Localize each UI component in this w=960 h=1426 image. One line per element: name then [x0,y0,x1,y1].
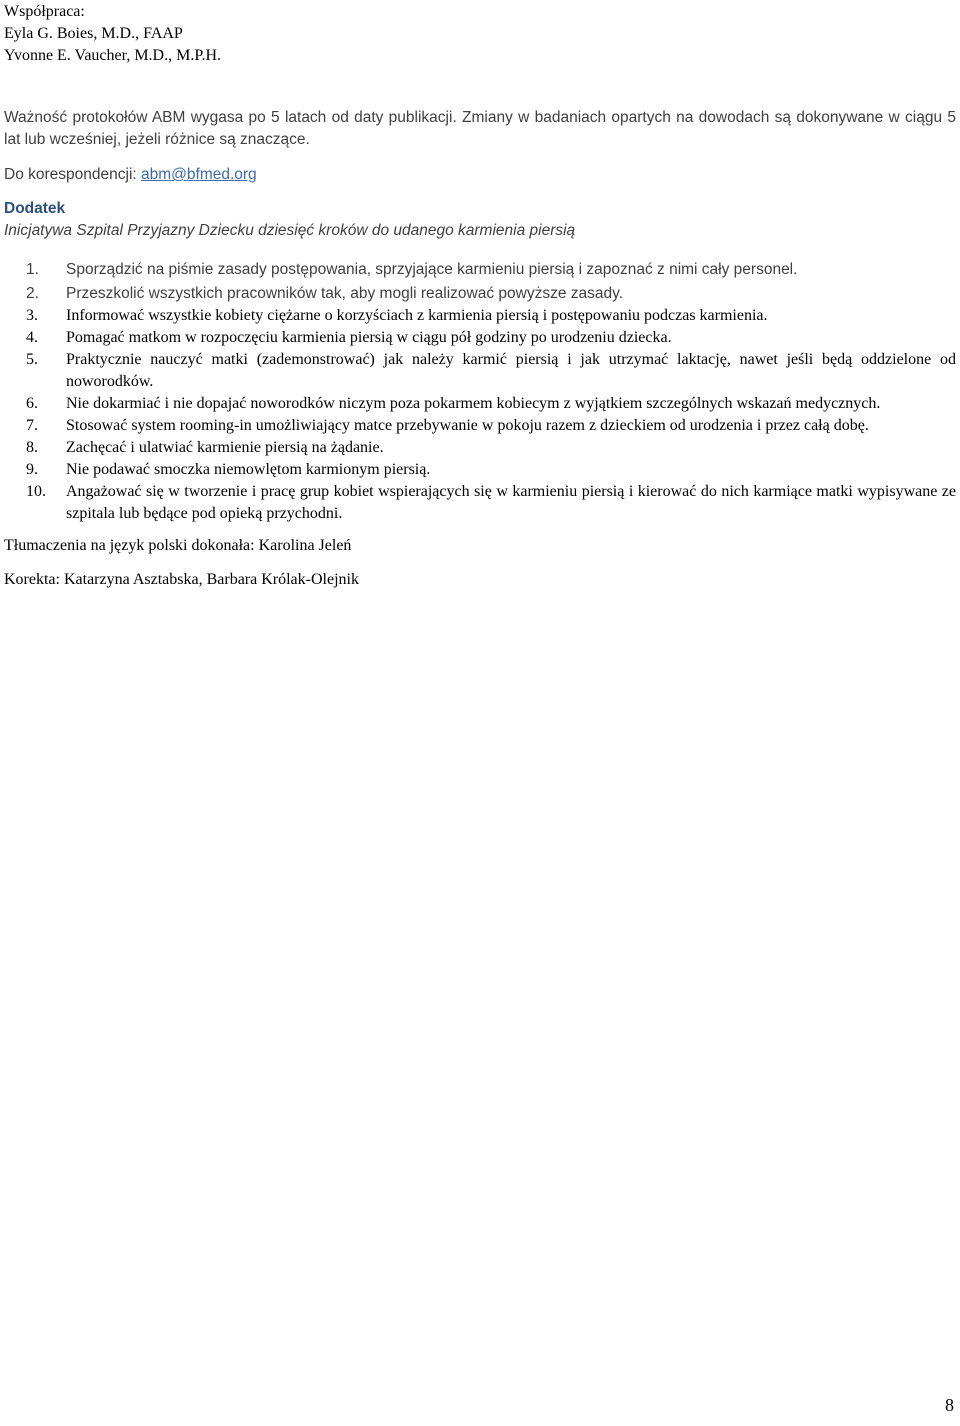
list-item [4,327,956,349]
list-item [4,481,956,525]
page-number: 8 [945,1395,954,1415]
collaborator-name: Yvonne E. Vaucher, M.D., M.P.H. [4,47,221,64]
list-item-number: 1. [26,261,39,278]
list-item-number: 3. [26,307,38,324]
appendix-subtitle: Inicjatywa Szpital Przyjazny Dziecku dziesięć kroków do udanego karmienia piersią [4,222,576,239]
collaborator-name: Eyla G. Boies, M.D., FAAP [4,25,183,42]
correspondence-email-link[interactable]: abm@bfmed.org [141,166,257,183]
list-item [4,305,956,327]
list-item-text: Angażować się w tworzenie i pracę grup kobiet wspierających się w karmieniu piersią i kierować do nich karmiące matki wypisywane ze szpitala lub będące pod opieką przychodni. [66,483,956,522]
list-item-text: Nie dokarmiać i nie dopajać noworodków niczym poza pokarmem kobiecym z wyjątkiem szczególnych wskazań medycznych. [66,395,881,412]
list-item [4,459,956,481]
ten-steps-list [4,259,956,525]
list-item-text: Praktycznie nauczyć matki (zademonstrować) jak należy karmić piersią i jak utrzymać laktację, nawet jeśli będą oddzielone od noworodków. [66,351,956,390]
document-page [4,0,956,591]
translation-credit: Tłumaczenia na język polski dokonała: Karolina Jeleń [4,537,352,554]
list-item-number: 9. [26,461,38,478]
list-item-number: 6. [26,395,38,412]
list-item-text: Sporządzić na piśmie zasady postępowania, sprzyjające karmieniu piersią i zapoznać z nimi cały personel. [66,261,798,278]
correspondence-label: Do korespondencji: [4,166,141,183]
list-item [4,349,956,393]
list-item-text: Pomagać matkom w rozpoczęciu karmienia piersią w ciągu pół godziny po urodzeniu dziecka. [66,329,672,346]
list-item [4,283,956,305]
list-item-text: Informować wszystkie kobiety ciężarne o korzyściach z karmienia piersią i postępowaniu podczas karmienia. [66,307,768,324]
list-item-number: 10. [26,483,46,500]
list-item-number: 4. [26,329,38,346]
list-item-number: 8. [26,439,38,456]
list-item-text: Zachęcać i ulatwiać karmienie piersią na żądanie. [66,439,384,456]
list-item-text: Nie podawać smoczka niemowlętom karmionym piersią. [66,461,431,478]
collaboration-block [4,1,956,67]
validity-note: Ważność protokołów ABM wygasa po 5 latach od daty publikacji. Zmiany w badaniach opartych na dowodach są dokonywane w ciągu 5 lat lub wcześniej, jeżeli różnice są znaczące. [4,109,956,148]
correspondence-line [4,164,956,186]
proofreading-credit: Korekta: Katarzyna Asztabska, Barbara Królak-Olejnik [4,571,359,588]
list-item-number: 2. [26,285,39,302]
list-item [4,393,956,415]
list-item [4,415,956,437]
list-item-text: Przeszkolić wszystkich pracowników tak, aby mogli realizować powyższe zasady. [66,285,624,302]
list-item-number: 7. [26,417,38,434]
list-item-number: 5. [26,351,38,368]
list-item-text: Stosować system rooming-in umożliwiający matce przebywanie w pokoju razem z dzieckiem od urodzenia i przez całą dobę. [66,417,869,434]
list-item [4,259,956,281]
appendix-heading: Dodatek [4,200,66,217]
collaboration-label: Współpraca: [4,3,85,20]
list-item [4,437,956,459]
